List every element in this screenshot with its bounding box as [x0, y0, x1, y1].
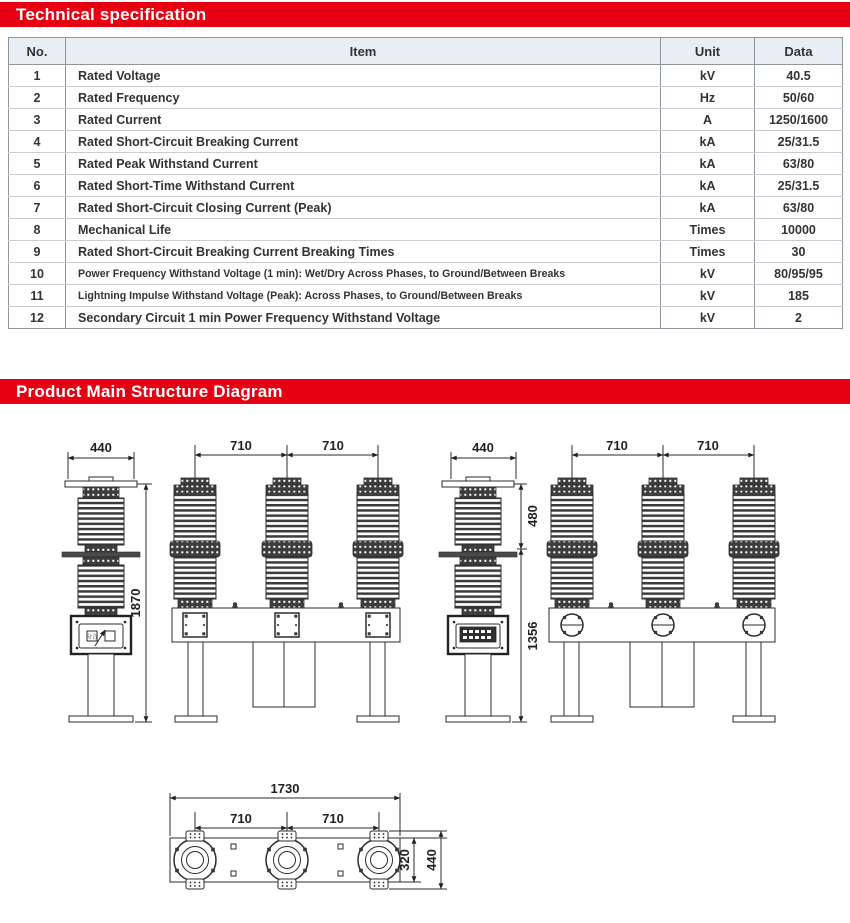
dim-right-spacing-1: 710	[606, 438, 628, 453]
cell-no: 4	[9, 131, 66, 153]
dim-right-upper-height: 480	[525, 505, 540, 527]
cell-data: 1250/1600	[755, 109, 843, 131]
cell-unit: kV	[661, 65, 755, 87]
cell-item: Lightning Impulse Withstand Voltage (Peak): Across Phases, to Ground/Between Breaks	[66, 285, 661, 307]
table-row	[9, 87, 843, 109]
cell-unit: Hz	[661, 87, 755, 109]
col-header-unit: Unit	[661, 38, 755, 65]
table-row	[9, 65, 843, 87]
table-row	[9, 307, 843, 329]
cell-unit: Times	[661, 219, 755, 241]
cell-no: 1	[9, 65, 66, 87]
cell-data: 30	[755, 241, 843, 263]
cell-item: Rated Voltage	[66, 65, 661, 87]
dim-right-lower-height: 1356	[525, 621, 540, 651]
cell-no: 11	[9, 285, 66, 307]
cell-data: 63/80	[755, 197, 843, 219]
dim-left-total-height: 1870	[128, 588, 143, 618]
cell-unit: kV	[661, 263, 755, 285]
table-row	[9, 263, 843, 285]
cell-item: Rated Peak Withstand Current	[66, 153, 661, 175]
cell-unit: kA	[661, 197, 755, 219]
right-front-view	[547, 438, 779, 722]
spec-table-header	[9, 38, 843, 65]
dim-right-spacing-2: 710	[697, 438, 719, 453]
section-title-technical-specification: Technical specification	[0, 2, 850, 27]
cell-data: 2	[755, 307, 843, 329]
col-header-item: Item	[66, 38, 661, 65]
cell-unit: Times	[661, 241, 755, 263]
cell-no: 3	[9, 109, 66, 131]
cell-unit: kV	[661, 285, 755, 307]
dim-left-spacing-1: 710	[230, 438, 252, 453]
cell-data: 80/95/95	[755, 263, 843, 285]
cell-no: 8	[9, 219, 66, 241]
bottom-view	[170, 781, 447, 889]
cell-no: 6	[9, 175, 66, 197]
table-row	[9, 153, 843, 175]
dim-bottom-base-depth: 320	[397, 849, 412, 871]
cell-no: 5	[9, 153, 66, 175]
cell-item: Rated Current	[66, 109, 661, 131]
cell-no: 12	[9, 307, 66, 329]
dim-right-pole-width: 440	[472, 440, 494, 455]
cell-item: Secondary Circuit 1 min Power Frequency Withstand Voltage	[66, 307, 661, 329]
cell-unit: kA	[661, 175, 755, 197]
table-row	[9, 241, 843, 263]
table-row	[9, 285, 843, 307]
cell-data: 63/80	[755, 153, 843, 175]
cell-unit: kA	[661, 131, 755, 153]
spec-table	[8, 37, 843, 329]
table-row	[9, 109, 843, 131]
cell-data: 25/31.5	[755, 131, 843, 153]
table-row	[9, 197, 843, 219]
cell-no: 7	[9, 197, 66, 219]
cell-unit: kA	[661, 153, 755, 175]
cell-no: 10	[9, 263, 66, 285]
cell-item: Rated Short-Time Withstand Current	[66, 175, 661, 197]
cell-item: Rated Short-Circuit Closing Current (Peak)	[66, 197, 661, 219]
dim-bottom-total-depth: 440	[424, 849, 439, 871]
cell-no: 9	[9, 241, 66, 263]
cell-item: Rated Frequency	[66, 87, 661, 109]
cell-no: 2	[9, 87, 66, 109]
left-side-view	[62, 440, 152, 722]
cell-unit: A	[661, 109, 755, 131]
table-row	[9, 175, 843, 197]
cell-data: 25/31.5	[755, 175, 843, 197]
cell-item: Rated Short-Circuit Breaking Current Breaking Times	[66, 241, 661, 263]
structure-diagram	[0, 408, 850, 923]
dim-left-pole-width: 440	[90, 440, 112, 455]
dim-bottom-total-width: 1730	[270, 781, 300, 796]
col-header-data: Data	[755, 38, 843, 65]
col-header-no: No.	[9, 38, 66, 65]
dim-left-spacing-2: 710	[322, 438, 344, 453]
left-front-view	[170, 438, 403, 722]
right-side-view	[439, 440, 540, 722]
cell-item: Rated Short-Circuit Breaking Current	[66, 131, 661, 153]
table-row	[9, 131, 843, 153]
cell-data: 185	[755, 285, 843, 307]
cell-unit: kV	[661, 307, 755, 329]
dim-bottom-spacing-2: 710	[322, 811, 344, 826]
cell-item: Mechanical Life	[66, 219, 661, 241]
table-row	[9, 219, 843, 241]
cell-data: 40.5	[755, 65, 843, 87]
cell-data: 10000	[755, 219, 843, 241]
cell-item: Power Frequency Withstand Voltage (1 min): Wet/Dry Across Phases, to Ground/Between Breaks	[66, 263, 661, 285]
section-title-structure-diagram: Product Main Structure Diagram	[0, 379, 850, 404]
cell-data: 50/60	[755, 87, 843, 109]
svg-text:分合: 分合	[86, 634, 98, 641]
dim-bottom-spacing-1: 710	[230, 811, 252, 826]
